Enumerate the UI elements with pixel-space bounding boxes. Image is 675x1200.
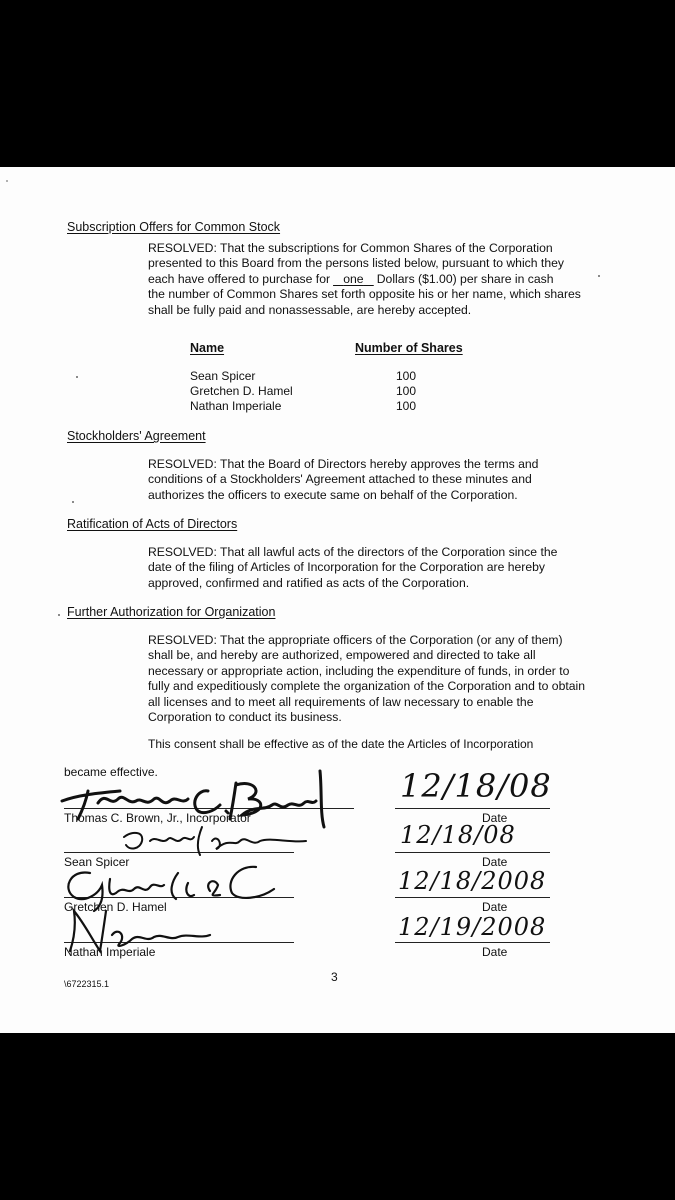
paragraph-line: Corporation to conduct its business. [148,710,342,725]
paragraph-line: authorizes the officers to execute same on behalf of the Corporation. [148,487,518,502]
handwritten-date: 12/19/2008 [398,913,547,941]
scan-speck [76,376,78,378]
heading-stockholders-agreement: Stockholders' Agreement [67,429,206,443]
paragraph-line: fully and expeditiously complete the organization of the Corporation and to obtain [148,679,586,694]
table-cell-name: Nathan Imperiale [190,399,282,413]
handwritten-signature [120,823,310,859]
signer-name: Thomas C. Brown, Jr., Incorporator [64,811,251,825]
consent-line-2: became effective. [64,765,158,779]
signer-name: Nathan Imperiale [64,945,156,959]
scan-speck [58,614,60,616]
handwritten-date: 12/18/08 [400,821,516,849]
document-id: \6722315.1 [64,979,110,989]
date-line [395,852,550,853]
heading-subscription-offers: Subscription Offers for Common Stock [67,220,281,234]
paragraph-line: each have offered to purchase for one Dollars ($1.00) per share in cash [148,271,554,286]
table-header-shares: Number of Shares [355,341,463,355]
paragraph-line: RESOLVED: That the subscriptions for Common Shares of the Corporation [148,241,553,255]
paragraph-line: all licenses and to meet all requirements of law necessary to enable the [148,694,534,709]
paragraph-line: shall be fully paid and nonassessable, are hereby accepted. [148,302,472,317]
date-line [395,897,550,898]
handwritten-date: 12/18/08 [400,767,552,805]
paragraph-line: approved, confirmed and ratified as acts of the Corporation. [148,575,470,590]
paragraph-line: necessary or appropriate action, including the expenditure of funds, in order to [148,663,570,678]
signer-name: Gretchen D. Hamel [64,900,167,914]
paragraph-ratification [148,545,557,591]
date-label: Date [482,900,508,914]
consent-line-1: This consent shall be effective as of the date the Articles of Incorporation [148,737,534,751]
paragraph-further-authorization [148,633,585,725]
paragraph-stockholders [148,457,538,503]
table-header-name: Name [190,341,225,355]
table-cell-shares: 100 [396,399,417,413]
page-number: 3 [331,970,338,984]
paragraph-line: RESOLVED: That the Board of Directors hereby approves the terms and [148,457,539,471]
paragraph-line: the number of Common Shares set forth opposite his or her name, which shares [148,287,581,302]
table-cell-shares: 100 [396,369,417,383]
date-label: Date [482,855,508,869]
paragraph-line: presented to this Board from the persons listed below, pursuant to which they [148,256,564,271]
handwritten-signature [60,905,220,955]
paragraph-line: conditions of a Stockholders' Agreement attached to these minutes and [148,472,532,487]
paragraph-subscription [148,241,581,318]
signer-name: Sean Spicer [64,855,130,869]
heading-ratification: Ratification of Acts of Directors [67,517,238,531]
scan-speck [72,501,74,503]
date-label: Date [482,945,508,959]
handwritten-signature [58,761,338,831]
paragraph-line: RESOLVED: That all lawful acts of the directors of the Corporation since the [148,545,558,559]
price-fill-in: one [343,271,364,286]
handwritten-date: 12/18/2008 [398,867,547,895]
scan-speck [598,275,600,277]
heading-further-authorization: Further Authorization for Organization [67,605,276,619]
date-line [395,808,550,809]
table-cell-name: Gretchen D. Hamel [190,384,293,398]
document-page [0,167,675,1033]
paragraph-line: date of the filing of Articles of Incorporation for the Corporation are hereby [148,560,545,575]
date-label: Date [482,811,508,825]
paragraph-line: shall be, and hereby are authorized, empowered and directed to take all [148,648,536,663]
table-cell-name: Sean Spicer [190,369,256,383]
date-line [395,942,550,943]
table-cell-shares: 100 [396,384,417,398]
scan-speck [6,180,8,182]
paragraph-line: RESOLVED: That the appropriate officers of the Corporation (or any of them) [148,633,563,647]
